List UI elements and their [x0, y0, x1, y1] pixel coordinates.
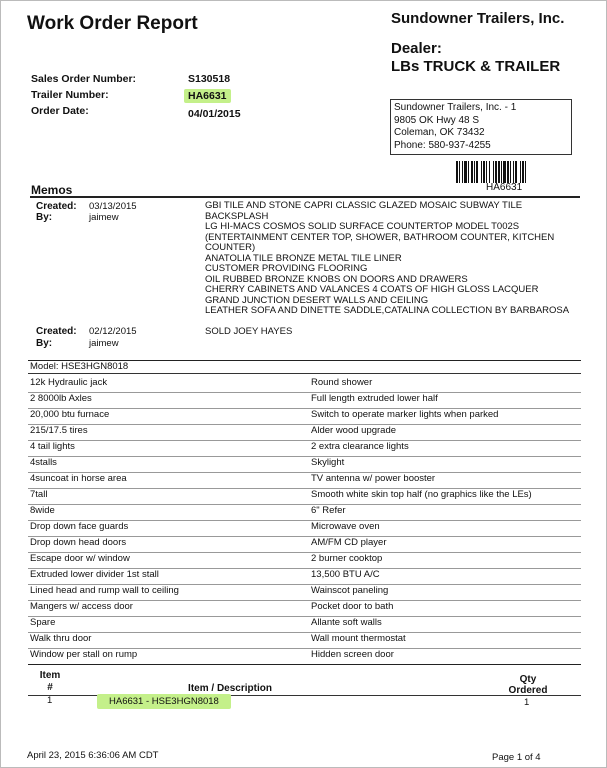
memos-divider	[30, 196, 580, 198]
feature-right: Full length extruded lower half	[311, 393, 438, 404]
memo-line: GRAND JUNCTION DESERT WALLS AND CEILING	[205, 294, 429, 306]
footer-timestamp: April 23, 2015 6:36:06 AM CDT	[27, 750, 159, 761]
column-header-item-number: #	[47, 682, 53, 693]
model-number: Model: HSE3HGN8018	[30, 361, 129, 372]
memo-line: LEATHER SOFA AND DINETTE SADDLE,CATALINA COLLECTION BY BARBAROSA	[205, 305, 570, 316]
items-divider-top	[28, 664, 581, 665]
feature-row-divider	[28, 440, 581, 441]
feature-left: 2 8000lb Axles	[30, 393, 92, 404]
memo-line: SOLD JOEY HAYES	[205, 326, 293, 337]
memo-by-label: By:	[36, 338, 53, 349]
memo-line: GBI TILE AND STONE CAPRI CLASSIC GLAZED MOSAIC SUBWAY TILE	[205, 200, 523, 211]
address-line: Sundowner Trailers, Inc. - 1	[394, 102, 517, 113]
column-header-qty: Qty	[519, 674, 537, 685]
item-number: 1	[47, 695, 53, 706]
memo-date: 03/13/2015	[89, 201, 137, 212]
feature-left: 20,000 btu furnace	[30, 409, 110, 420]
feature-right: AM/FM CD player	[311, 537, 387, 548]
footer-page-number: Page 1 of 4	[492, 752, 541, 763]
feature-left: Lined head and rump wall to ceiling	[30, 585, 179, 596]
feature-left: 4stalls	[30, 457, 57, 468]
memo-by-label: By:	[36, 212, 53, 223]
report-title: Work Order Report	[27, 13, 198, 34]
sales-order-label: Sales Order Number:	[31, 73, 137, 85]
trailer-number-value: HA6631	[184, 89, 231, 103]
feature-left: Walk thru door	[30, 633, 92, 644]
feature-left: Drop down face guards	[30, 521, 129, 532]
memo-line: OIL RUBBED BRONZE KNOBS ON DOORS AND DRAWERS	[205, 273, 468, 285]
memo-user: jaimew	[89, 212, 119, 223]
feature-left: 215/17.5 tires	[30, 425, 88, 436]
feature-right: Hidden screen door	[311, 649, 394, 660]
feature-right: 2 burner cooktop	[311, 553, 383, 564]
feature-right: Alder wood upgrade	[311, 425, 397, 436]
feature-right: 6" Refer	[311, 505, 346, 516]
feature-right: 2 extra clearance lights	[311, 441, 409, 452]
feature-right: Wall mount thermostat	[311, 633, 406, 644]
feature-row-divider	[28, 616, 581, 617]
feature-right: TV antenna w/ power booster	[311, 473, 436, 484]
feature-right: Pocket door to bath	[311, 601, 394, 612]
barcode-bar	[526, 161, 528, 183]
feature-row-divider	[28, 392, 581, 393]
barcode-text: HA6631	[486, 182, 523, 193]
barcode	[456, 161, 566, 183]
feature-left: 4 tail lights	[30, 441, 75, 452]
company-name: Sundowner Trailers, Inc.	[391, 10, 565, 27]
order-date-label: Order Date:	[31, 105, 89, 117]
column-header-ordered: Ordered	[508, 685, 548, 696]
address-line: Phone: 580-937-4255	[394, 139, 491, 151]
feature-right: Smooth white skin top half (no graphics like the LEs)	[311, 489, 532, 500]
feature-right: Allante soft walls	[311, 617, 382, 628]
memo-line: LG HI-MACS COSMOS SOLID SURFACE COUNTERTOP MODEL T002S	[205, 221, 520, 232]
dealer-label: Dealer:	[391, 40, 442, 57]
feature-left: 12k Hydraulic jack	[30, 377, 108, 388]
feature-left: Mangers w/ access door	[30, 601, 133, 612]
memo-created-label: Created:	[36, 201, 77, 212]
memo-text	[205, 201, 569, 317]
memo-line: (ENTERTAINMENT CENTER TOP, SHOWER, BATHROOM COUNTER, KITCHEN	[205, 231, 555, 243]
feature-left: 7tall	[30, 489, 48, 500]
feature-row-divider	[28, 456, 581, 457]
memo-date: 02/12/2015	[89, 326, 137, 337]
model-divider-bottom	[28, 373, 581, 374]
feature-left: 4suncoat in horse area	[30, 473, 127, 484]
item-description: HA6631 - HSE3HGN8018	[97, 694, 231, 709]
memo-line: CHERRY CABINETS AND VALANCES 4 COATS OF HIGH GLOSS LACQUER	[205, 284, 539, 295]
memo-line: ANATOLIA TILE BRONZE METAL TILE LINER	[205, 252, 402, 264]
order-date-value: 04/01/2015	[188, 108, 241, 120]
trailer-number-label: Trailer Number:	[31, 89, 109, 101]
address-line: 9805 OK Hwy 48 S	[394, 114, 480, 126]
memos-heading: Memos	[31, 183, 73, 197]
memo-line: CUSTOMER PROVIDING FLOORING	[205, 263, 368, 274]
feature-left: Drop down head doors	[30, 537, 127, 548]
feature-left: Extruded lower divider 1st stall	[30, 569, 159, 580]
feature-right: Round shower	[311, 377, 373, 388]
feature-right: Wainscot paneling	[311, 585, 389, 596]
shipping-address-box	[390, 99, 572, 155]
feature-left: Spare	[30, 617, 56, 628]
memo-user: jaimew	[89, 338, 119, 349]
column-header-description: Item / Description	[188, 683, 272, 694]
sales-order-value: S130518	[188, 73, 231, 85]
memo-created-label: Created:	[36, 326, 77, 337]
feature-right: Skylight	[311, 457, 345, 468]
feature-row-divider	[28, 424, 581, 425]
memo-line: COUNTER)	[205, 242, 256, 253]
feature-right: Microwave oven	[311, 521, 380, 532]
column-header-item: Item	[39, 670, 61, 681]
feature-left: Window per stall on rump	[30, 649, 138, 660]
feature-right: Switch to operate marker lights when parked	[311, 409, 499, 420]
feature-row-divider	[28, 632, 581, 633]
dealer-name: LBs TRUCK & TRAILER	[391, 58, 561, 75]
item-qty: 1	[524, 697, 530, 708]
memo-line: BACKSPLASH	[205, 210, 269, 222]
feature-right: 13,500 BTU A/C	[311, 569, 380, 580]
address-line: Coleman, OK 73432	[394, 127, 485, 138]
feature-row-divider	[28, 504, 581, 505]
feature-left: Escape door w/ window	[30, 553, 130, 564]
feature-left: 8wide	[30, 505, 55, 516]
